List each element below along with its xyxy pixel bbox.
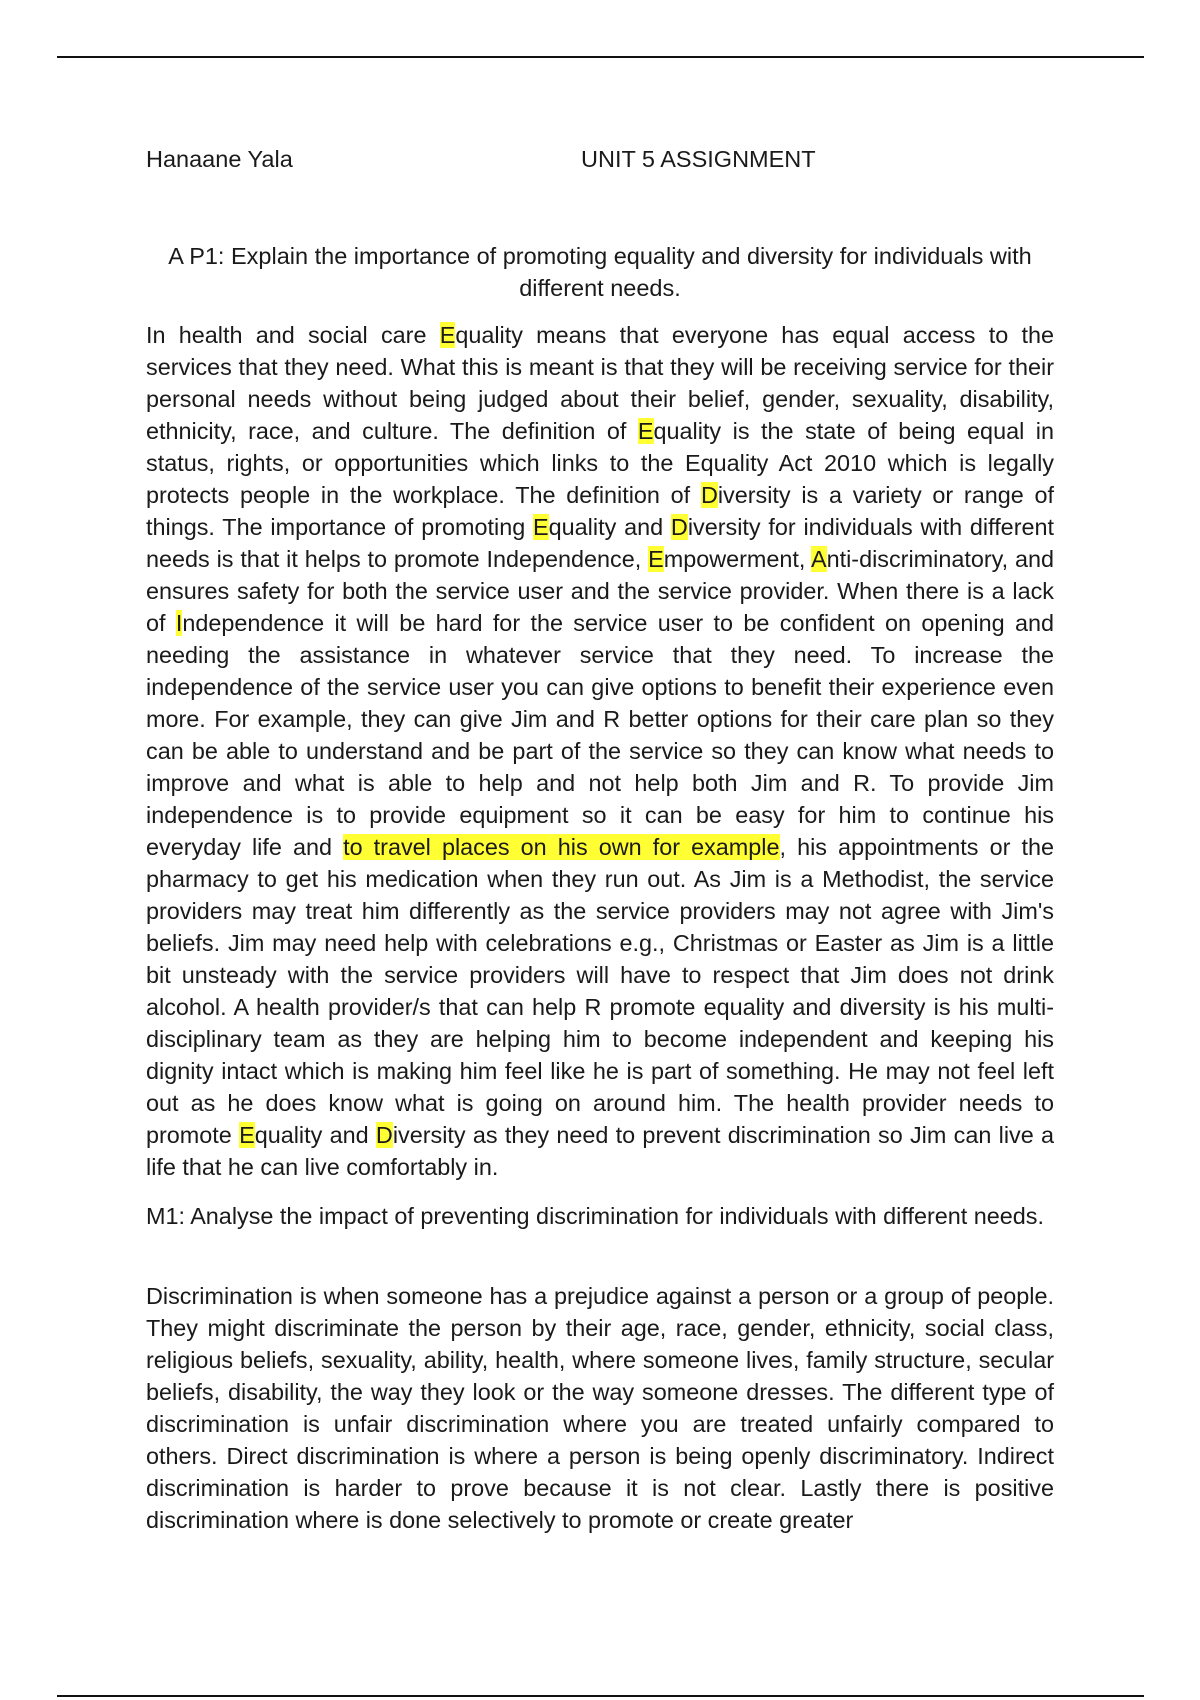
- body-text: nti-discriminatory, and ensures safety for both the service user and the service provider. When there is a lack of: [146, 546, 1054, 636]
- top-rule: [57, 56, 1144, 58]
- m1-body: Discrimination is when someone has a prejudice against a person or a group of people. They might discriminate the person by their age, race, gender, ethnicity, social class, religious beliefs, sexuality, ability, health, where someone lives, family structure, secular beliefs, disability, the way they look or the way someone dresses. The different type of discrimination is unfair discrimination where you are treated unfairly compared to others. Direct discrimination is where a person is being openly discriminatory. Indirect discrimination is harder to prove because it is not clear. Lastly there is positive discrimination where is done selectively to promote or create greater: [146, 1283, 1054, 1533]
- m1-heading: M1: Analyse the impact of preventing discrimination for individuals with different needs.: [146, 1203, 1044, 1229]
- bottom-rule: [57, 1695, 1144, 1697]
- body-text: quality and: [254, 1122, 376, 1148]
- highlighted-text: D: [375, 1122, 393, 1148]
- author-name: Hanaane Yala: [146, 146, 293, 172]
- highlighted-text: E: [648, 546, 664, 572]
- document-header: [146, 146, 1054, 176]
- highlighted-text: I: [175, 610, 183, 636]
- body-text: ndependence it will be hard for the service user to be confident on opening and needing the assistance in whatever service that they need. To increase the independence of the service user you can give options to benefit their experience even more. For example, they can give Jim and R better options for their care plan so they can be able to understand and be part of the service so they can know what needs to improve and what is able to help and not help both Jim and R. To provide Jim independence is to provide equipment so it can be easy for him to continue his everyday life and: [146, 610, 1054, 860]
- assignment-title: UNIT 5 ASSIGNMENT: [581, 146, 816, 172]
- body-text: , his appointments or the pharmacy to get his medication when they run out. As Jim is a Methodist, the service providers may treat him differently as the service providers may not agree with Jim's beliefs. Jim may need help with celebrations e.g., Christmas or Easter as Jim is a little bit unsteady with the service providers will have to respect that Jim does not drink alcohol. A health provider/s that can help R promote equality and diversity is his multi-disciplinary team as they are helping him to become independent and keeping his dignity intact which is making him feel like he is part of something. He may not feel left out as he does know what is going on around him. The health provider needs to promote: [146, 834, 1054, 1148]
- highlighted-text: A: [810, 546, 827, 572]
- body-text: iversity is a variety or range of things. The importance of promoting: [146, 482, 1054, 540]
- body-text: mpowerment,: [663, 546, 811, 572]
- highlighted-text: E: [239, 1122, 255, 1148]
- body-text: iversity for individuals with different needs is that it helps to promote Independence,: [146, 514, 1055, 572]
- p1-body: [146, 319, 1054, 1183]
- highlighted-text: to travel places on his own for example: [343, 834, 780, 860]
- body-text: iversity as they need to prevent discrimination so Jim can live a life that he can live comfortably in.: [146, 1122, 1055, 1180]
- body-text: quality is the state of being equal in status, rights, or opportunities which links to the Equality Act 2010 which is legally protects people in the workplace. The definition of: [146, 418, 1054, 508]
- p1-heading: A P1: Explain the importance of promoting equality and diversity for individuals with different needs.: [168, 243, 1032, 301]
- body-text: quality and: [548, 514, 671, 540]
- highlighted-text: D: [670, 514, 688, 540]
- body-text: quality means that everyone has equal access to the services that they need. What this is meant is that they will be receiving service for their personal needs without being judged about their belief, gender, sexuality, disability, ethnicity, race, and culture. The definition of: [146, 322, 1054, 444]
- body-text: In health and social care: [146, 322, 440, 348]
- highlighted-text: E: [533, 514, 549, 540]
- highlighted-text: D: [700, 482, 718, 508]
- highlighted-text: E: [637, 418, 654, 444]
- highlighted-text: E: [439, 322, 456, 348]
